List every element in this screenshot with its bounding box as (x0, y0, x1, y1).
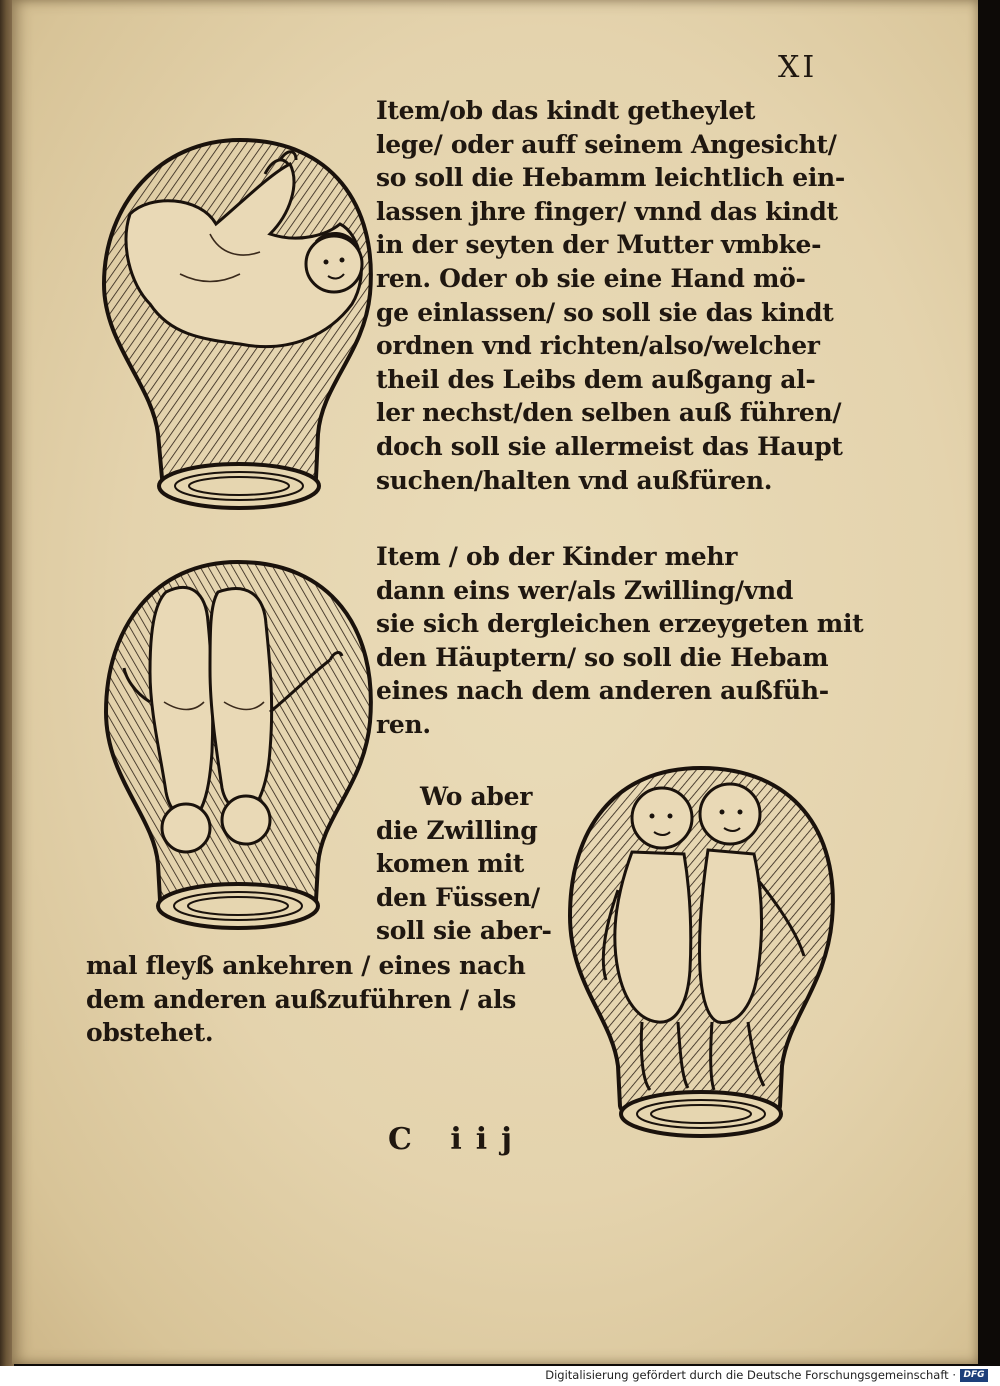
text-line: komen mit (376, 849, 525, 879)
text-line: ren. (376, 709, 431, 739)
text-line: Item/ob das kindt getheylet (376, 96, 756, 125)
text-line: soll sie aber- (376, 916, 552, 946)
paragraph-twins-head (376, 540, 864, 742)
dfg-logo-icon[interactable]: DFG (960, 1369, 988, 1382)
text-line: so soll die Hebamm leichtlich ein- (376, 163, 845, 193)
text-line: suchen/halten vnd außfüren. (376, 465, 773, 495)
text-line: obstehet. (86, 1018, 214, 1048)
signature-mark: C iij (388, 1122, 526, 1157)
footer-credit: Digitalisierung gefördert durch die Deutsche Forschungsgemeinschaft · (545, 1368, 956, 1382)
paragraph-malposition (376, 94, 845, 497)
text-line: lassen jhre finger/ vnnd das kindt (376, 196, 838, 226)
text-line: sie sich dergleichen erzeygeten mit (376, 609, 864, 639)
text-line: mal fleyß ankehren / eines nach (86, 951, 526, 980)
text-line: Wo aber (420, 782, 533, 811)
text-line: ren. Oder ob sie eine Hand mö- (376, 263, 806, 293)
text-line: dann eins wer/als Zwilling/vnd (376, 575, 794, 605)
womb-single-child-transverse-icon (90, 134, 386, 524)
paragraph-twins-feet-continued (86, 949, 566, 1050)
text-line: Item / ob der Kinder mehr (376, 542, 738, 571)
text-line: doch soll sie allermeist das Haupt (376, 431, 843, 461)
book-page (12, 0, 978, 1364)
text-line: lege/ oder auff seinem Angesicht/ (376, 129, 837, 159)
womb-twins-head-down-icon (94, 552, 382, 944)
text-line: dem anderen außzuführen / als (86, 984, 516, 1014)
paragraph-twins-feet-inset (376, 780, 576, 948)
text-line: die Zwilling (376, 815, 538, 845)
text-line: ge einlassen/ so soll sie das kindt (376, 297, 834, 327)
footer-bar (0, 1366, 1000, 1386)
folio-number: XI (778, 50, 818, 85)
text-line: eines nach dem anderen außfüh- (376, 676, 829, 706)
text-line: in der seyten der Mutter vmbke- (376, 230, 822, 260)
text-line: den Häuptern/ so soll die Hebam (376, 642, 829, 672)
text-line: ler nechst/den selben auß führen/ (376, 398, 842, 428)
womb-twins-upright-icon (558, 760, 844, 1152)
text-line: ordnen vnd richten/also/welcher (376, 331, 820, 361)
text-line: den Füssen/ (376, 882, 540, 912)
text-line: theil des Leibs dem außgang al- (376, 364, 816, 394)
